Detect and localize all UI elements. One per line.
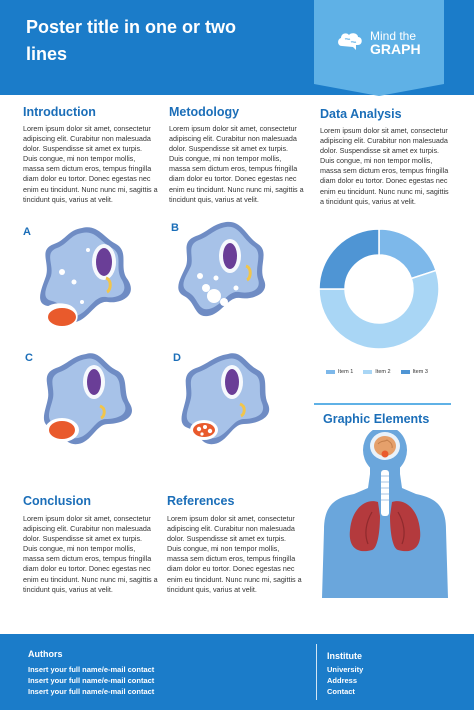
donut-slice-3	[319, 229, 379, 289]
methodology-text: Lorem ipsum dolor sit amet, consectetur adipiscing elit. Curabitur non malesuada dolor. Suspendisse sit amet ex turpis. Duis congue, mi non tempor mollis, massa sem dictum eros, tempus fringilla diam dolor eu tortor. Donec egestas nec enim eu tincidunt. Nunc nunc mi, sagittis a tincidunt quis, varius at velit.	[169, 124, 304, 204]
poster-header	[0, 0, 474, 95]
legend-label: Item 1	[338, 369, 354, 375]
graphic-elements-title: Graphic Elements	[323, 412, 430, 426]
data-analysis-text: Lorem ipsum dolor sit amet, consectetur adipiscing elit. Curabitur non malesuada dolor. Suspendisse sit amet ex turpis. Duis congue, mi non tempor mollis, massa sem dictum eros, tempus fringilla diam dolor eu tortor. Donec egestas nec enim eu tincidunt. Nunc nunc mi, sagittis a tincidunt quis, varius at velit.	[320, 126, 449, 206]
panel-label-c: C	[25, 352, 33, 364]
cell-illustration-d	[172, 348, 282, 452]
authors-title: Authors	[28, 649, 63, 659]
methodology-title: Metodology	[169, 105, 240, 119]
donut-slice-1	[379, 229, 436, 278]
logo-text-line2: GRAPH	[370, 41, 421, 57]
author-line-1: Insert your full name/e-mail contact	[28, 665, 155, 674]
author-line-3: Insert your full name/e-mail contact	[28, 687, 155, 696]
conclusion-title: Conclusion	[23, 494, 92, 508]
legend-swatch	[363, 370, 372, 374]
data-analysis-title: Data Analysis	[320, 107, 402, 121]
legend-item-1	[326, 369, 353, 375]
footer-divider	[316, 644, 317, 700]
cell-illustration-a	[32, 222, 142, 340]
conclusion-text: Lorem ipsum dolor sit amet, consectetur adipiscing elit. Curabitur non malesuada dolor. Suspendisse sit amet ex turpis. Duis congue, mi non tempor mollis, massa sem dictum eros, tempus fringilla diam dolor eu tortor. Donec egestas nec enim eu tincidunt. Nunc nunc mi, sagittis a tincidunt quis, varius at velit.	[23, 514, 158, 594]
references-title: References	[167, 494, 235, 508]
cell-illustration-c	[34, 348, 144, 452]
legend-item-2	[363, 369, 390, 375]
introduction-text: Lorem ipsum dolor sit amet, consectetur adipiscing elit. Curabitur non malesuada dolor. Suspendisse sit amet ex turpis. Duis congue, mi non tempor mollis, massa sem dictum eros, tempus fringilla diam dolor eu tortor. Donec egestas nec enim eu tincidunt. Nunc nunc mi, sagittis a tincidunt quis, varius at velit.	[23, 124, 158, 204]
author-line-2: Insert your full name/e-mail contact	[28, 676, 155, 685]
panel-label-a: A	[23, 226, 31, 238]
brain-icon	[336, 30, 364, 54]
poster-title: Poster title in one or two lines	[26, 17, 237, 64]
legend-item-3	[401, 369, 428, 375]
logo-text-line1: Mind the	[370, 29, 417, 43]
legend-label: Item 3	[412, 369, 428, 375]
logo-tab	[314, 0, 444, 84]
panel-label-d: D	[173, 352, 181, 364]
institute-address: Address	[327, 676, 358, 685]
poster-footer	[0, 634, 474, 710]
institute-title: Institute	[327, 651, 362, 661]
human-body-illustration	[320, 430, 450, 598]
institute-university: University	[327, 665, 364, 674]
introduction-title: Introduction	[23, 105, 96, 119]
donut-chart	[318, 228, 440, 350]
section-divider	[314, 403, 451, 405]
logo-tab-point	[314, 84, 444, 96]
panel-label-b: B	[171, 222, 179, 234]
legend-label: Item 2	[375, 369, 391, 375]
institute-contact: Contact	[327, 687, 355, 696]
legend-swatch	[401, 370, 410, 374]
chart-legend	[326, 369, 428, 375]
legend-swatch	[326, 370, 335, 374]
references-text: Lorem ipsum dolor sit amet, consectetur adipiscing elit. Curabitur non malesuada dolor. Suspendisse sit amet ex turpis. Duis congue, mi non tempor mollis, massa sem dictum eros, tempus fringilla diam dolor eu tortor. Donec egestas nec enim eu tincidunt. Nunc nunc mi, sagittis a tincidunt quis, varius at velit.	[167, 514, 302, 594]
cell-illustration-b	[170, 216, 280, 334]
